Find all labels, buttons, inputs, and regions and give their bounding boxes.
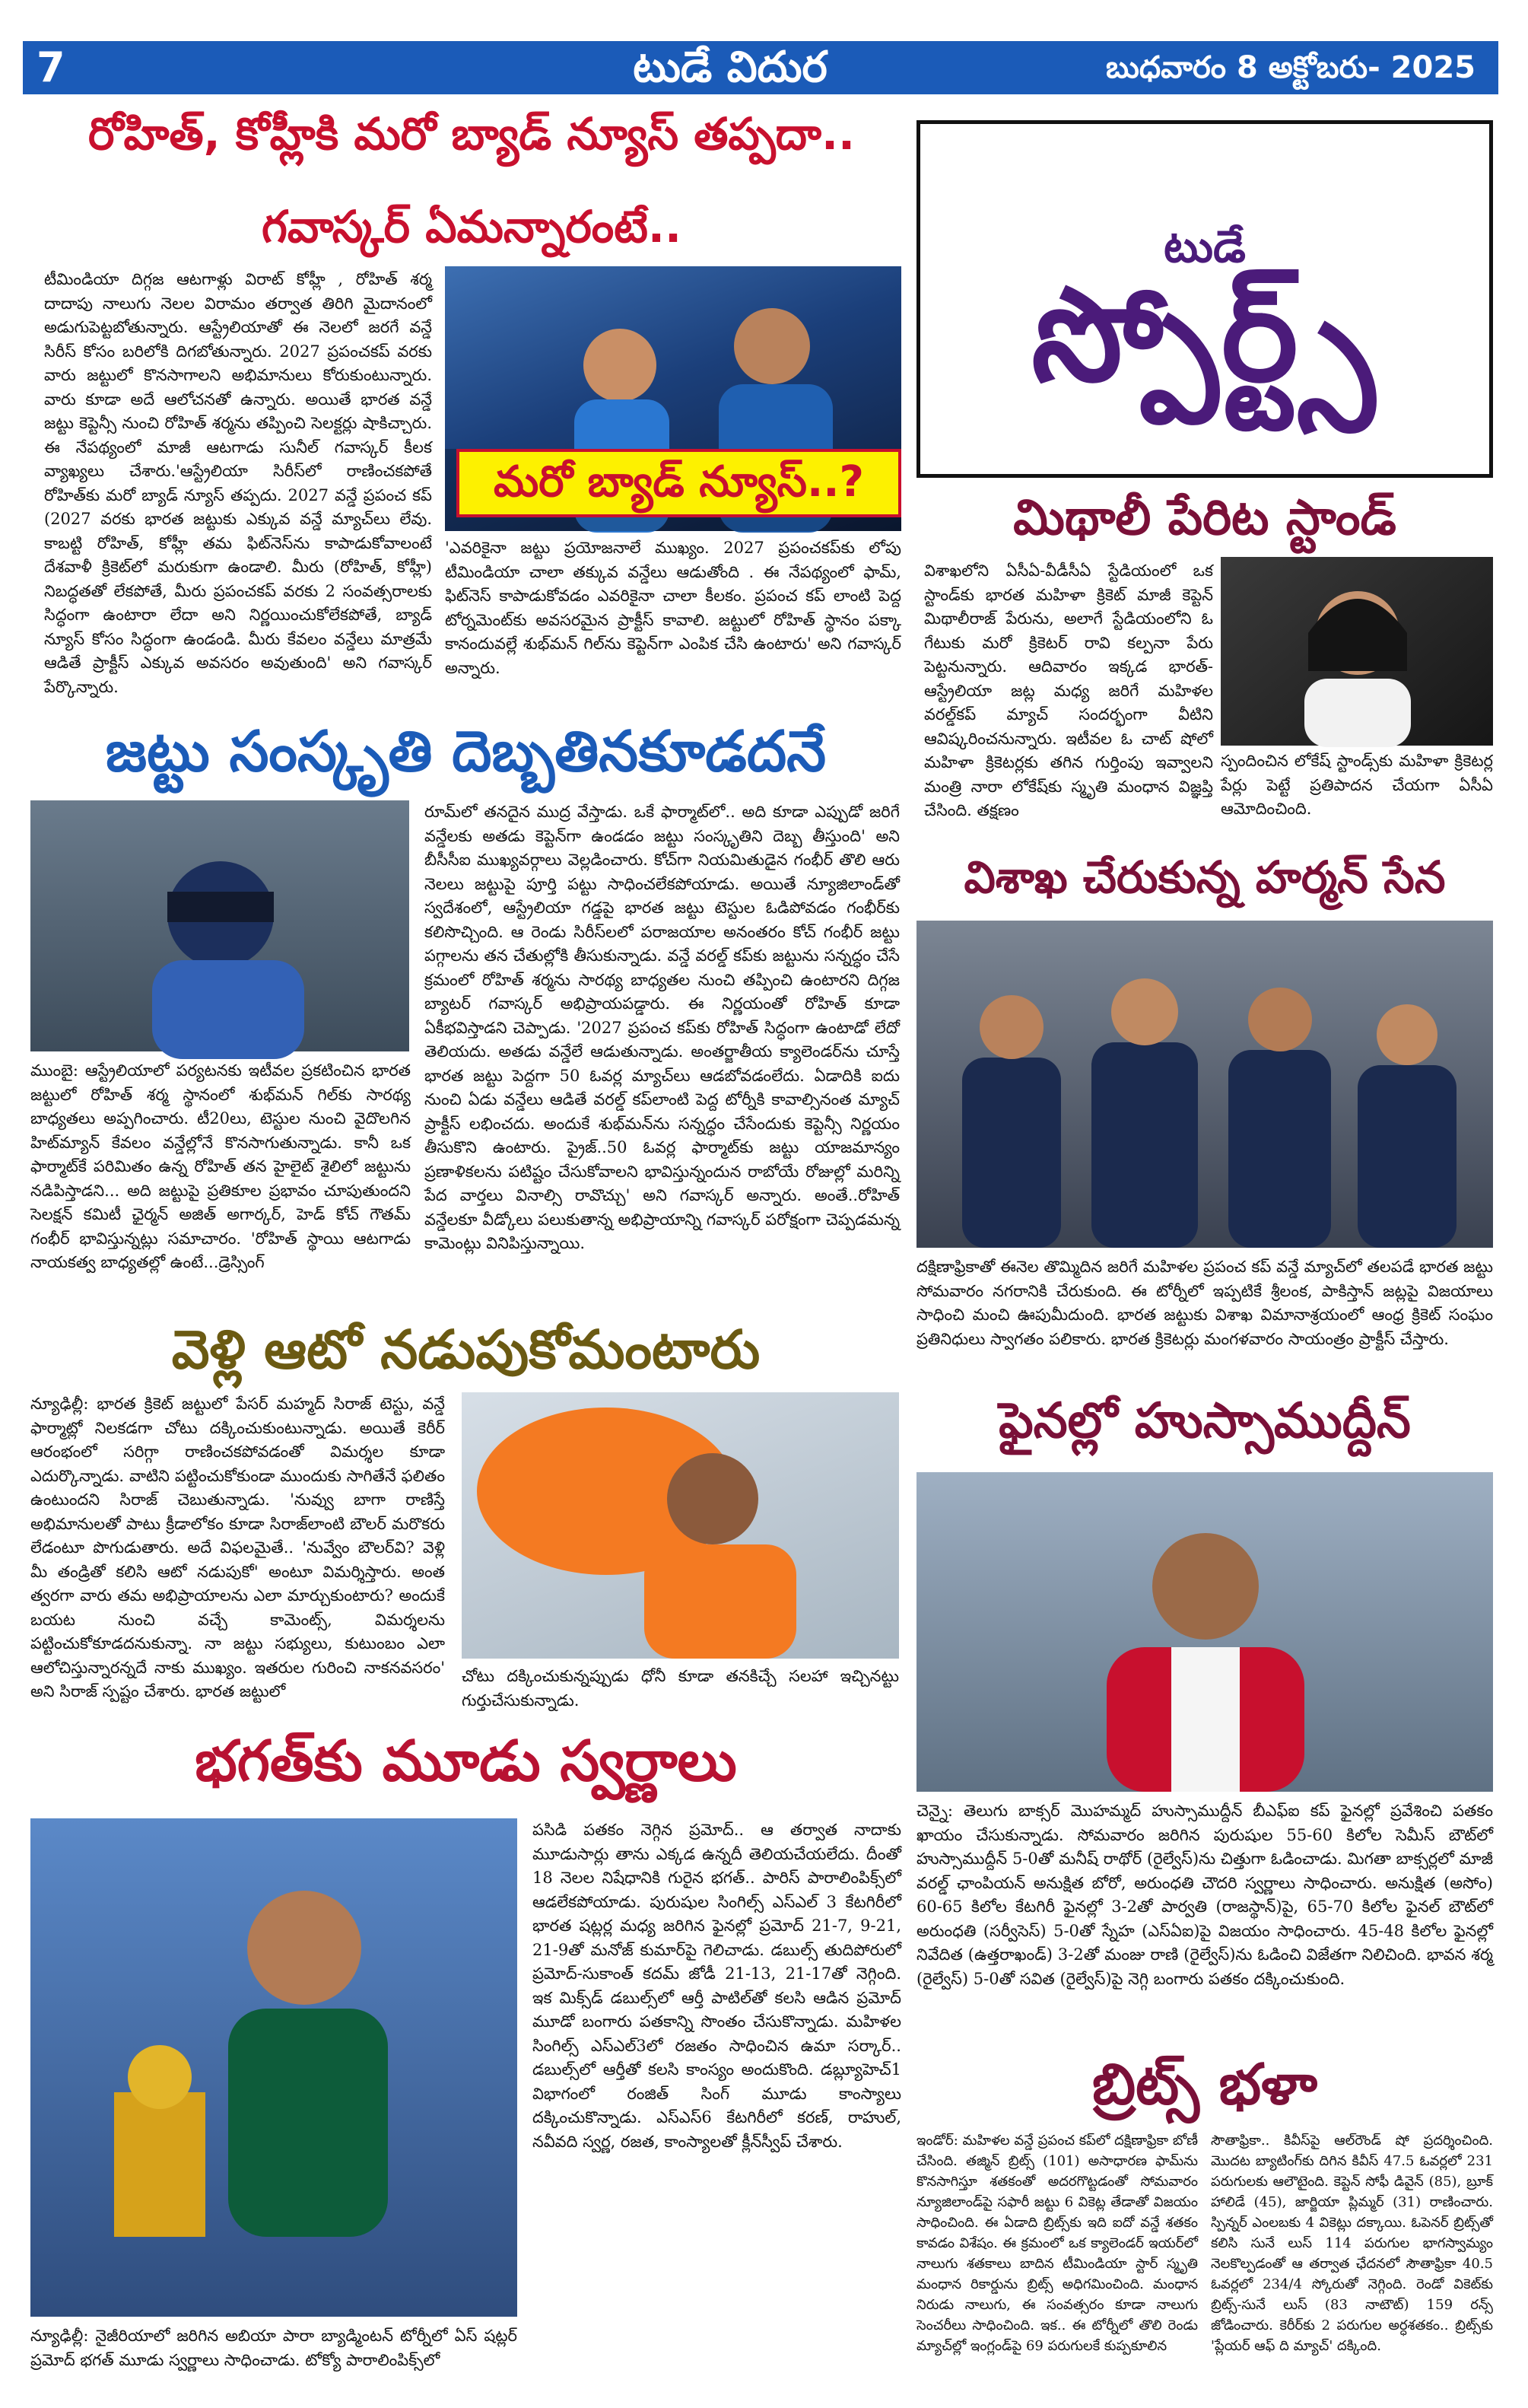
page-number: 7 (37, 43, 65, 91)
article4-body-col1: న్యూఢిల్లీ: నైజీరియాలో జరిగిన అబియా పారా బ్యాడ్మింటన్ టోర్నీలో ఏస్ షట్లర్ ప్రమోద్ భగత్ మూడు స్వర్ణాలు సాధించాడు. టోక్యో పారాలింపిక్స్‌లో (30, 2327, 517, 2369)
article6-body: దక్షిణాఫ్రికాతో ఈనెల తొమ్మిదిన జరిగే మహిళల ప్రపంచ కప్ వన్డే మ్యాచ్‌లో తలపడే భారత జట్టు సోమవారం నగరానికి చేరుకుంది. ఈ టోర్నీలో ఇప్పటికే శ్రీలంక, పాకిస్తాన్ జట్లపై విజయాలు సాధించి మంచి ఊపుమీదుంది. భారత జట్టుకు విశాఖ విమానాశ్రయంలో ఆంధ్ర క్రికెట్ సంఘం ప్రతినిధులు స్వాగతం పలికారు. భారత క్రికెటర్లు మంగళవారం సాయంత్రం ప్రాక్టీస్ చేస్తారు. (916, 1258, 1493, 1348)
article3-body-col2: చోటు దక్కించుకున్నప్పుడు ధోనీ కూడా తనకిచ్చే సలహా ఇచ్చినట్టు గుర్తుచేసుకున్నాడు. (462, 1667, 899, 1710)
article4-photo (30, 1818, 517, 2317)
article2-headline: జట్టు సంస్కృతి దెబ్బతినకూడదనే (105, 719, 827, 784)
article6-headline: విశాఖ చేరుకున్న హర్మన్ సేన (964, 851, 1446, 903)
section-logo-line1: టుడే (1164, 221, 1246, 272)
team-arrival-illustration (916, 921, 1493, 1248)
issue-date: బుధవారం 8 అక్టోబరు- 2025 (1106, 50, 1476, 85)
article3-photo (462, 1392, 899, 1659)
article3-body-col1: న్యూఢిల్లీ: భారత క్రికెట్ జట్టులో పేసర్ మహ్మద్ సిరాజ్ టెస్టు, వన్డే ఫార్మాట్లో నిలకడగా చోటు దక్కించుకుంటున్నాడు. అయితే కెరీర్ ఆరంభంలో సరిగ్గా రాణించకపోవడంతో విమర్శల కూడా ఎదుర్కొన్నాడు. వాటిని పట్టించుకోకుండా ముందుకు సాగితేనే ఫలితం ఉంటుందని సిరాజ్ చెబుతున్నాడు. 'నువ్వు బాగా రాణిస్తే అభిమానులతో పాటు క్రీడాలోకం కూడా సిరాజ్‌లాంటి బౌలర్ మరొకరు లేడంటూ పొగుడుతారు. అదే విఫలమైతే.. 'నువ్వేం బౌలర్‌వి? వెళ్లి మీ తండ్రితో కలిసి ఆటో నడుపుకో' అంటూ విమర్శిస్తారు. అంత త్వరగా వారు తమ అభిప్రాయాలను ఎలా మార్చుకుంటారు? అందుకే బయట నుంచి వచ్చే కామెంట్స్, విమర్శలను పట్టించుకోకూడదనుకున్నా. నా జట్టు సభ్యులు, కుటుంబం ఎలా ఆలోచిస్తున్నారన్నదే నాకు ముఖ్యం. ఇతరుల గురించి నాకనవసరం' అని సిరాజ్ స్పష్టం చేశారు. భారత జట్టులో (30, 1395, 445, 1700)
article3-headline: వెళ్లి ఆటో నడుపుకోమంటారు (171, 1319, 761, 1381)
article8-body-col1: ఇండోర్: మహిళల వన్డే ప్రపంచ కప్‌లో దక్షిణాఫ్రికా బోణీ చేసింది. తజ్మిన్ బ్రిట్స్ (101) అసాధారణ ఫామ్‌ను కొనసాగిస్తూ శతకంతో అదరగొట్టడంతో సోమవారం న్యూజిలాండ్‌పై సఫారీ జట్టు 6 వికెట్ల తేడాతో విజయం సాధించింది. ఈ ఏడాది బ్రిట్స్‌కు ఇది ఐదో వన్డే శతకం కావడం విశేషం. ఈ క్రమంలో ఒక క్యాలెండర్ ఇయర్‌లో నాలుగు శతకాలు బాదిన టీమిండియా స్టార్ స్మృతి మంధాన రికార్డును బ్రిట్స్ అధిగమించింది. మంధాన నిరుడు నాలుగు, ఈ సంవత్సరం కూడా నాలుగు సెంచరీలు సాధించింది. ఇక.. ఈ టోర్నీలో తొలి రెండు మ్యాచ్‌ల్లో ఇంగ్లండ్‌పై 69 పరుగులకే కుప్పకూలిన (916, 2133, 1198, 2354)
article1-photo-caption: మరో బ్యాడ్ న్యూస్..? (493, 457, 865, 507)
article2-photo (30, 800, 409, 1051)
article6-photo (916, 921, 1493, 1248)
article2-body-col1: ముంబై: ఆస్ట్రేలియాలో పర్యటనకు ఇటీవల ప్రకటించిన భారత జట్టులో రోహిత్ శర్మ స్థానంలో శుభ్‌మన్ గిల్‌కు సారథ్య బాధ్యతలు అప్పగించారు. టీ20లు, టెస్టుల నుంచి వైదొలగిన హిట్‌మ్యాన్ కేవలం వన్డేల్లోనే కొనసాగుతున్నాడు. కానీ ఒక ఫార్మాట్‌కే పరిమితం ఉన్న రోహిత్ తన హైలైట్ శైలిలో జట్టును నడిపిస్తాడని... అది జట్టుపై ప్రతికూల ప్రభావం చూపుతుందని సెలక్షన్ కమిటీ ఛైర్మన్ అజిత్ అగార్కర్, హెడ్ కోచ్ గౌతమ్ గంభీర్ భావిస్తున్నట్లు సమాచారం. 'రోహిత్ స్థాయి ఆటగాడు నాయకత్వ బాధ్యతల్లో ఉంటే...డ్రెస్సింగ్ (30, 1061, 411, 1271)
article8-body-col2: సౌతాఫ్రికా.. కివీస్‌పై ఆల్‌రౌండ్ షో ప్రదర్శించింది. మొదట బ్యాటింగ్‌కు దిగిన కివీస్ 47.5 ఓవర్లలో 231 పరుగులకు ఆలౌటైంది. కెప్టెన్ సోఫీ డివైన్ (85), బ్రూక్ హాలిడే (45), జార్జియా ప్లిమ్మర్ (31) రాణించారు. స్పిన్నర్ ఎంలబకు 4 వికెట్లు దక్కాయి. ఓపెనర్ బ్రిట్స్‌తో కలిసి సునే లుస్ 114 పరుగుల భాగస్వామ్యం నెలకొల్పడంతో ఆ తర్వాత ఛేదనలో సౌతాఫ్రికా 40.5 ఓవర్లలో 234/4 స్కోరుతో నెగ్గింది. రెండో వికెట్‌కు బ్రిట్స్-సునే లుస్ (83 నాటౌట్) 159 రన్స్ జోడించారు. కెరీర్‌కు 2 పరుగుల అర్ధశతకం.. బ్రిట్స్‌కు 'ప్లేయర్ ఆఫ్ ది మ్యాచ్' దక్కింది. (1211, 2133, 1493, 2354)
article1-headline-2: గవాస్కర్ ఏమన్నారంటే.. (262, 201, 681, 253)
mithali-illustration (1221, 557, 1493, 746)
article4-headline: భగత్‌కు మూడు స్వర్ణాలు (195, 1729, 737, 1794)
article5-body-col2: స్పందించిన లోకేష్ స్టాండ్స్‌కు మహిళా క్రికెటర్ల పేర్లు పెట్టే ప్రతిపాదన చేయగా ఏసీఏ ఆమోదించింది. (1221, 752, 1493, 818)
boxer-illustration (916, 1472, 1493, 1792)
article5-photo (1221, 557, 1493, 746)
article1-body-col1: టీమిండియా దిగ్గజ ఆటగాళ్లు విరాట్ కోహ్లీ , రోహిత్ శర్మ దాదాపు నాలుగు నెలల విరామం తర్వాత తిరిగి మైదానంలో అడుగుపెట్టబోతున్నారు. ఆస్ట్రేలియాతో ఈ నెలలో జరగే వన్డే సిరీస్ కోసం బరిలోకి దిగబోతున్నారు. 2027 ప్రపంచకప్ వరకు వారు జట్టులో కొనసాగాలని అభిమానులు కోరుకుంటున్నారు. వారు కూడా అదే ఆలోచనతో ఉన్నారు. అయితే భారత వన్డే జట్టు కెప్టెన్సీ నుంచి రోహిత్ శర్మను తప్పించి సెలక్టర్లు షాకిచ్చారు. ఈ నేపథ్యంలో మాజీ ఆటగాడు సునీల్ గవాస్కర్ కీలక వ్యాఖ్యలు చేశారు.'ఆస్ట్రేలియా సిరీస్‌లో రాణించకపోతే రోహిత్‌కు మరో బ్యాడ్ న్యూస్ తప్పదు. 2027 వన్డే ప్రపంచ కప్ (2027 వరకు భారత జట్టుకు ఎక్కువ వన్డే మ్యాచ్‌లు లేవు. కాబట్టి రోహిత్, కోహ్లీ తమ ఫిట్‌నెస్‌ను కాపాడుకోవాలంటే దేశవాళీ క్రికెట్‌లో మరుకుగా ఉండాలి. మీరు (రోహిత్, కోహ్లీ) నిబద్ధతతో లేకపోతే, మీరు ప్రపంచకప్ వరకు 2 సంవత్సరాలకు సిద్ధంగా ఉంటారా లేదా అని నిర్ణయించుకోలేకపోతే, బ్యాడ్ న్యూస్ కోసం సిద్ధంగా ఉండండి. మీరు కేవలం వన్డేలు మాత్రమే ఆడితే ప్రాక్టీస్ ఎక్కువ అవసరం అవుతుంది' అని గవాస్కర్ పేర్కొన్నారు. (44, 270, 432, 696)
paper-name: టుడే విదుర (633, 43, 828, 92)
section-logo-line2: స్పోర్ట్స్ (1031, 259, 1378, 411)
article5-body-col1: విశాఖలోని ఏసీఏ-వీడీసీఏ స్టేడియంలో ఒక స్టాండ్‌కు భారత మహిళా క్రికెట్ మాజీ కెప్టెన్ మిథాలీరాజ్ పేరును, అలాగే స్టేడియంలోని ఓ గేటుకు మరో క్రికెటర్ రావి కల్పనా పేరు పెట్టనున్నారు. ఆదివారం ఇక్కడ భారత్-ఆస్ట్రేలియా జట్ల మధ్య జరిగే మహిళల వరల్డ్‌కప్ మ్యాచ్ సందర్భంగా వీటిని ఆవిష్కరించనున్నారు. ఇటీవల ఓ చాట్ షోలో మహిళా క్రికెటర్లకు తగిన గుర్తింపు ఇవ్వాలని మంత్రి నారా లోకేష్‌కు స్మృతి మంధాన విజ్ఞప్తి చేసింది. తక్షణం (924, 561, 1213, 819)
article7-headline: ఫైనల్లో హుస్సాముద్దీన్ (999, 1393, 1411, 1449)
article4-body-col2: పసిడి పతకం నెగ్గిన ప్రమోద్.. ఆ తర్వాత నాదాకు మూడుసార్లు తాను ఎక్కడ ఉన్నదీ తెలియచేయలేదు. దీంతో 18 నెలల నిషేధానికి గురైన భగత్.. పారిస్ పారాలింపిక్స్‌లో ఆడలేకపోయాడు. పురుషుల సింగిల్స్ ఎస్ఎల్ 3 కేటగిరీలో భారత షట్లర్ల మధ్య జరిగిన ఫైనల్లో ప్రమోద్ 21-7, 9-21, 21-9తో మనోజ్ కుమార్‌పై గెలిచాడు. డబుల్స్ తుదిపోరులో ప్రమోద్-సుకాంత్ కదమ్ జోడీ 21-13, 21-17తో నెగ్గింది. ఇక మిక్స్‌డ్ డబుల్స్‌లో ఆర్తీ పాటిల్‌తో కలసి ఆడిన ప్రమోద్ మూడో బంగారు పతకాన్ని సొంతం చేసుకొన్నాడు. మహిళల సింగిల్స్ ఎస్ఎల్3లో రజతం సాధించిన ఉమా సర్కార్.. డబుల్స్‌లో ఆర్తీతో కలసి కాంస్యం అందుకొంది. డబ్ల్యూహెచ్1 విభాగంలో రంజిత్ సింగ్ మూడు కాంస్యాలు దక్కించుకొన్నాడు. ఎస్ఎస్6 కేటగిరీలో కరణ్, రాహుల్, నవీవది స్వర్ణ, రజత, కాంస్యాలతో క్లీన్‌స్వీప్ చేశారు. (532, 1821, 901, 2151)
pramod-bhagat-illustration (30, 1818, 517, 2317)
article7-photo (916, 1472, 1493, 1792)
siraj-illustration (462, 1392, 899, 1659)
article1-headline-1: రోహిత్, కోహ్లీకి మరో బ్యాడ్ న్యూస్ తప్పదా.. (87, 108, 856, 160)
article7-body: చెన్నై: తెలుగు బాక్సర్ మొహమ్మద్ హుస్సాముద్దీన్ బీఎఫ్ఐ కప్ ఫైనల్లో ప్రవేశించి పతకం ఖాయం చేసుకున్నాడు. సోమవారం జరిగిన పురుషుల 55-60 కిలోల సెమీస్ బౌట్‌లో హుస్సాముద్దీన్ 5-0తో మనీష్ రాథోర్ (రైల్వేస్)ను చిత్తుగా ఓడించాడు. మిగతా బాక్సర్లలో మాజీ వరల్డ్ ఛాంపియన్ అనుక్షిత బోరో, అరుంధతి చౌదరి స్వర్ణాలు సాధించారు. అనుక్షిత (అసోం) 60-65 కిలోల కేటగిరీ ఫైనల్లో 3-2తో పార్వతి (రాజస్థాన్)పై, 65-70 కిలోల ఫైనల్ బౌట్‌లో అరుంధతి (సర్వీసెస్) 5-0తో స్నేహ (ఎస్ఏఐ)పై విజయం సాధించారు. 45-48 కిలోల ఫైనల్లో నివేదిత (ఉత్తరాఖండ్) 3-2తో మంజు రాణి (రైల్వేస్)ను ఓడించి విజేతగా నిలిచింది. భావన శర్మ (రైల్వేస్) 5-0తో సవిత (రైల్వేస్)పై నెగ్గి బంగారు పతకం దక్కించుకుంది. (916, 1802, 1493, 1988)
article1-body-col2: 'ఎవరికైనా జట్టు ప్రయోజనాలే ముఖ్యం. 2027 ప్రపంచకప్‌కు లోపు టీమిండియా చాలా తక్కువ వన్డేలు ఆడుతోంది . ఈ నేపథ్యంలో ఫామ్, ఫిట్‌నెస్ కాపాడుకోవడం ఎవరికైనా చాలా కీలకం. ప్రపంచ కప్ లాంటి పెద్ద టోర్నమెంట్‌కు అవసరమైన ప్రాక్టీస్ కావాలి. జట్టులో రోహిత్ స్థానం పక్కా కానందువల్లే శుభ్‌మన్ గిల్‌ను కెప్టెన్‌గా ఎంపిక చేసి ఉంటారు' అని గవాస్కర్ అన్నారు. (445, 539, 901, 677)
article2-body-col2: రూమ్‌లో తనదైన ముద్ర వేస్తాడు. ఒకే ఫార్మాట్‌లో.. అది కూడా ఎప్పుడో జరిగే వన్డేలకు అతడు కెప్టెన్‌గా ఉండడం జట్టు సంస్కృతిని దెబ్బ తీస్తుంది' అని బీసీసీఐ ముఖ్యవర్గాలు వెల్లడించారు. కోచ్‌గా నియమితుడైన గంభీర్ తొలి ఆరు నెలలు జట్టుపై పూర్తి పట్టు సాధించలేకపోయాడు. అయితే న్యూజిలాండ్‌తో స్వదేశంలో, ఆస్ట్రేలియా గడ్డపై భారత జట్టు టెస్టుల ఓడిపోవడం గంభీర్‌కు కలిసొచ్చింది. ఆ రెండు సిరీస్‌లలో పరాజయాల అనంతరం కోచ్ గంభీర్ జట్టు పగ్గాలను తన చేతుల్లోకి తీసుకున్నాడు. వన్డే వరల్డ్ కప్‌కు జట్టును సన్నద్ధం చేసే క్రమంలో రోహిత్ శర్మను సారథ్య బాధ్యతల నుంచి తప్పించి ఉంటారని దిగ్గజ బ్యాటర్ గవాస్కర్ అభిప్రాయపడ్డారు. ఈ నిర్ణయంతో రోహిత్ కూడా ఏకీభవిస్తాడని చెప్పాడు. '2027 ప్రపంచ కప్‌కు రోహిత్ సిద్ధంగా ఉంటాడో లేదో తెలియదు. అతడు వన్డేలే ఆడుతున్నాడు. అంతర్జాతీయ క్యాలెండర్‌ను చూస్తే భారత జట్టు పెద్దగా 50 ఓవర్ల మ్యాచ్‌లు ఆడబోవడంలేదు. ఏడాదికి ఐదు నుంచి ఏడు వన్డేలు ఆడితే వరల్డ్ కప్‌లాంటి పెద్ద టోర్నీకి కావాల్సినంత మ్యాచ్ ప్రాక్టీస్ లభించదు. అందుకే శుభ్‌మన్‌ను సన్నద్ధం చేసేందుకు కెప్టెన్సీ నిర్ణయం తీసుకొని ఉంటారు. ప్రైజ్..50 ఓవర్ల ఫార్మాట్‌కు జట్టు యాజమాన్యం ప్రణాళికలను పటిష్టం చేసుకోవాలని భావిస్తున్నందున రాబోయే రోజుల్లో మరిన్ని పేద వార్తలు వినాల్సి రావొచ్చు' అని గవాస్కర్ అన్నారు. అంతే..రోహిత్ వన్డేలకూ వీడ్కోలు పలుకుతాన్న అభిప్రాయాన్ని గవాస్కర్ పరోక్షంగా చెప్పడమన్న కామెంట్లు వినిపిస్తున్నాయి. (424, 803, 900, 1252)
article8-headline: బ్రిట్స్ భళా (1091, 2052, 1318, 2117)
article5-headline: మిథాలీ పేరిట స్టాండ్ (1013, 490, 1396, 546)
batsman-illustration (30, 800, 409, 1051)
